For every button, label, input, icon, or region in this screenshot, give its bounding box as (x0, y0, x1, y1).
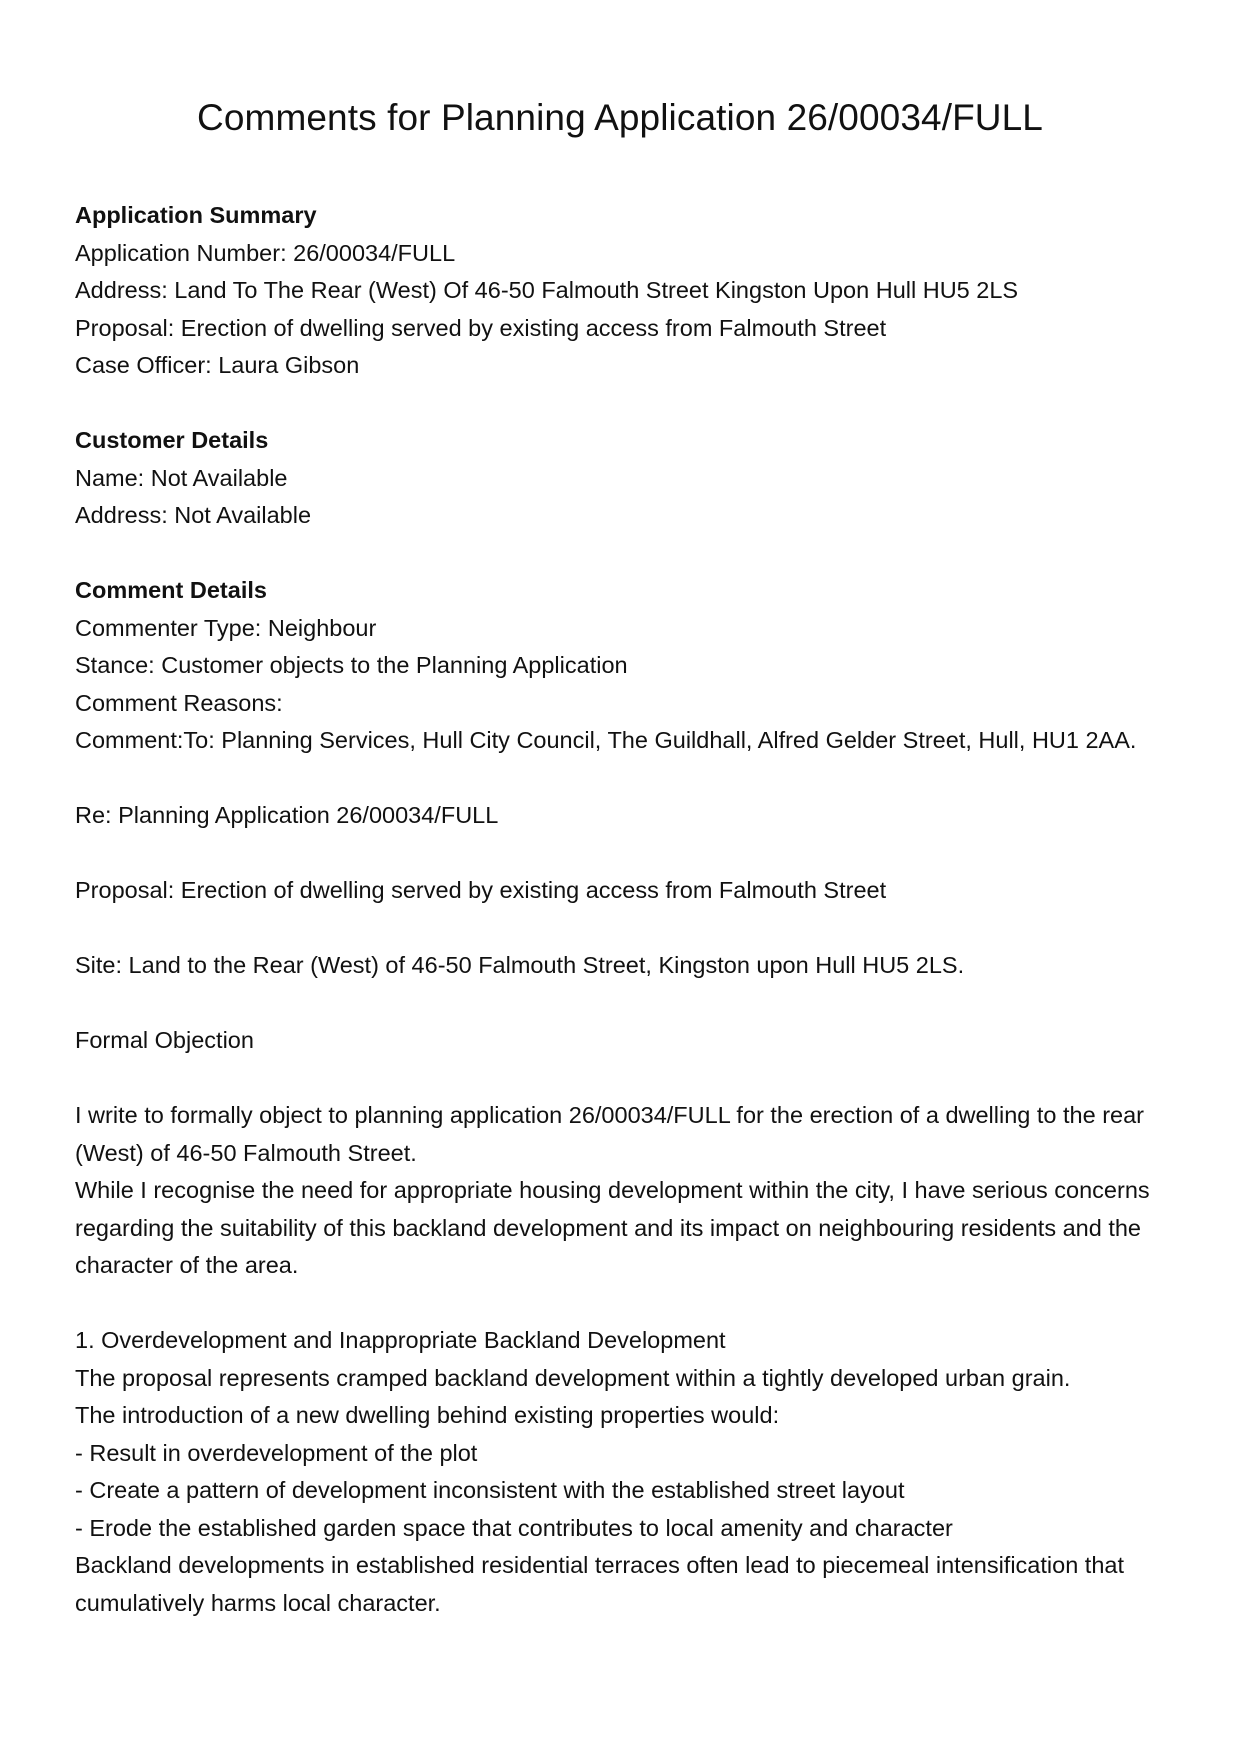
section-1-line-2: The introduction of a new dwelling behind existing properties would: (75, 1402, 780, 1428)
letter-site: Site: Land to the Rear (West) of 46-50 Falmouth Street, Kingston upon Hull HU5 2LS. (75, 952, 965, 978)
application-summary-section (75, 197, 1175, 385)
commenter-type: Commenter Type: Neighbour (75, 614, 377, 641)
bullet-item: - Result in overdevelopment of the plot (75, 1439, 478, 1466)
customer-address: Address: Not Available (75, 502, 312, 528)
customer-details-heading: Customer Details (75, 427, 269, 453)
application-address: Address: Land To The Rear (West) Of 46-50 Falmouth Street Kingston Upon Hull HU5 2LS (75, 277, 1019, 303)
application-number: Application Number: 26/00034/FULL (75, 239, 456, 266)
paragraph-spacer (75, 985, 1175, 1023)
customer-name: Name: Not Available (75, 464, 288, 491)
section-1-title: 1. Overdevelopment and Inappropriate Backland Development (75, 1327, 726, 1353)
section-1-line-1: The proposal represents cramped backland development within a tightly developed urban grain. (75, 1364, 1071, 1391)
comment-intro: Comment:To: Planning Services, Hull City Council, The Guildhall, Alfred Gelder Street, Hull, HU1 2AA. (75, 727, 1137, 753)
section-spacer (75, 535, 1175, 573)
comment-reasons: Comment Reasons: (75, 689, 283, 716)
bullet-item: - Erode the established garden space that contributes to local amenity and character (75, 1514, 953, 1541)
customer-details-section (75, 422, 1175, 535)
case-officer: Case Officer: Laura Gibson (75, 352, 360, 378)
document-content (75, 197, 1175, 1622)
formal-objection: Formal Objection (75, 1027, 254, 1053)
comment-details-heading: Comment Details (75, 577, 267, 603)
comment-stance: Stance: Customer objects to the Planning Application (75, 652, 628, 678)
letter-proposal: Proposal: Erection of dwelling served by existing access from Falmouth Street (75, 877, 887, 903)
application-proposal: Proposal: Erection of dwelling served by existing access from Falmouth Street (75, 314, 887, 341)
paragraph-spacer (75, 760, 1175, 798)
section-spacer (75, 385, 1175, 423)
bullet-item: - Create a pattern of development inconsistent with the established street layout (75, 1477, 905, 1503)
objection-paragraph-2: While I recognise the need for appropriate housing development within the city, I have serious concerns regarding the suitability of this backland development and its impact on neighbouring residents and the character of the area. (75, 1177, 1150, 1278)
objection-paragraph-1: I write to formally object to planning application 26/00034/FULL for the erection of a dwelling to the rear (West) of 46-50 Falmouth Street. (75, 1102, 1144, 1166)
comment-details-section (75, 572, 1175, 760)
paragraph-spacer (75, 1285, 1175, 1323)
document-title: Comments for Planning Application 26/00034/FULL (197, 97, 1043, 138)
paragraph-spacer (75, 835, 1175, 873)
paragraph-spacer (75, 1060, 1175, 1098)
section-1-closing: Backland developments in established residential terraces often lead to piecemeal intensification that cumulatively harms local character. (75, 1552, 1124, 1616)
paragraph-spacer (75, 910, 1175, 948)
letter-re: Re: Planning Application 26/00034/FULL (75, 802, 499, 828)
application-summary-heading: Application Summary (75, 202, 317, 228)
